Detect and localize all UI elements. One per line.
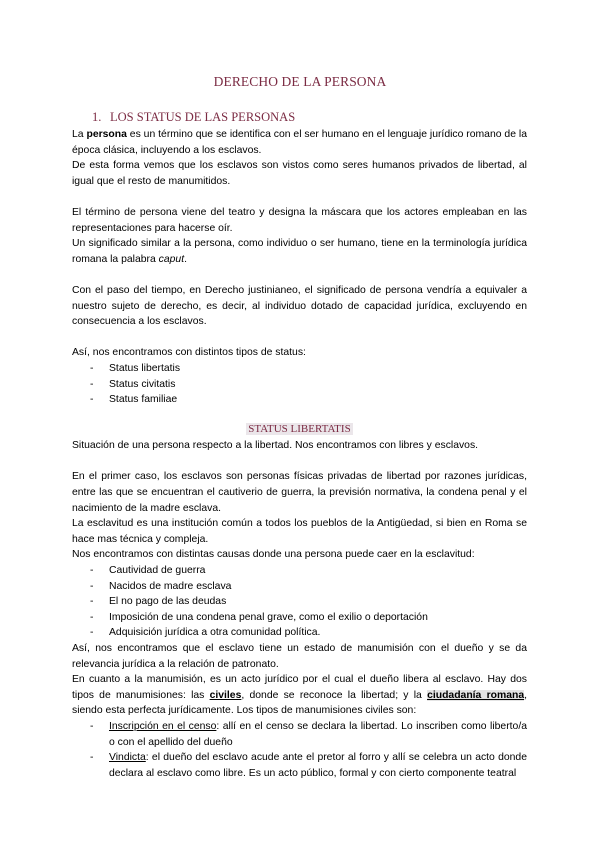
section-number: 1. (92, 110, 102, 124)
list-item: - Cautividad de guerra (72, 563, 527, 579)
italic-term: caput (158, 253, 185, 265)
list-item: - Nacidos de madre esclava (72, 579, 527, 595)
paragraph: Un significado similar a la persona, como individuo o ser humano, tiene en la terminología jurídica romana la palabra caput. (72, 238, 527, 265)
civil-types-list (72, 719, 527, 781)
bold-term: persona (86, 129, 127, 140)
status-list (72, 361, 527, 408)
paragraph: Nos encontramos con distintas causas donde una persona puede caer en la esclavitud: (72, 549, 475, 561)
paragraph: El término de persona viene del teatro y designa la máscara que los actores empleaban en las representaciones para hacerse oír. (72, 206, 527, 234)
section-title: LOS STATUS DE LAS PERSONAS (110, 110, 296, 124)
causes-list (72, 563, 527, 641)
paragraph: Así, nos encontramos con distintos tipos de status: (72, 347, 306, 359)
subsection-heading: STATUS LIBERTATIS (248, 422, 351, 435)
list-item: - Status civitatis (72, 377, 527, 393)
paragraph: La esclavitud es una institución común a todos los pueblos de la Antigüedad, si bien en Roma se hace mas técnica y compleja. (72, 518, 527, 545)
document-title: DERECHO DE LA PERSONA (213, 74, 387, 89)
paragraph: En cuanto a la manumisión, es un acto jurídico por el cual el dueño libera al esclavo. Hay dos tipos de manumisiones: las civiles, donde se reconoce la libertad; y la ciudadanía romana, siendo esta perfecta jurídicamente. Los tipos de manumisiones civiles son: (72, 674, 527, 717)
paragraph: La persona es un término que se identifica con el ser humano en el lenguaje jurídico romano de la época clásica, incluyendo a los esclavos. (72, 129, 527, 156)
paragraph: Situación de una persona respecto a la libertad. Nos encontramos con libres y esclavos. (72, 440, 479, 452)
underlined-term: Inscripción en el censo (109, 720, 217, 732)
paragraph: De esta forma vemos que los esclavos son vistos como seres humanos privados de libertad, al igual que el resto de manumitidos. (72, 160, 527, 187)
list-item: - Adquisición jurídica a otra comunidad política. (72, 625, 527, 641)
list-item: - El no pago de las deudas (72, 594, 527, 610)
list-item: - Vindicta: el dueño del esclavo acude ante el pretor al forro y allí se celebra un acto donde declara al esclavo como libre. Es un acto público, formal y con cierto componente teatral (72, 750, 527, 781)
list-item: - Status familiae (72, 392, 527, 408)
paragraph: En el primer caso, los esclavos son personas físicas privadas de libertad por razones jurídicas, entre las que se encuentran el cautiverio de guerra, la previsión normativa, la condena penal y el nacimiento de la madre esclava. (72, 471, 527, 514)
list-item: - Inscripción en el censo: allí en el censo se declara la libertad. Lo inscriben como liberto/a o con el apellido del dueño (72, 719, 527, 750)
list-item: - Status libertatis (72, 361, 527, 377)
bold-underlined-term: ciudadanía romana (427, 689, 525, 701)
paragraph: Así, nos encontramos que el esclavo tiene un estado de manumisión con el dueño y se da relevancia jurídica a la relación de patronato. (72, 643, 527, 670)
bold-underlined-term: civiles (209, 689, 242, 701)
list-item: - Imposición de una condena penal grave, como el exilio o deportación (72, 610, 527, 626)
underlined-term: Vindicta (109, 752, 146, 764)
paragraph: Con el paso del tiempo, en Derecho justinianeo, el significado de persona vendría a equivaler a nuestro sujeto de derecho, es decir, al individuo dotado de capacidad jurídica, excluyendo en consecuencia a los esclavos. (72, 284, 527, 328)
section-heading (92, 110, 295, 125)
document-body (72, 127, 527, 781)
